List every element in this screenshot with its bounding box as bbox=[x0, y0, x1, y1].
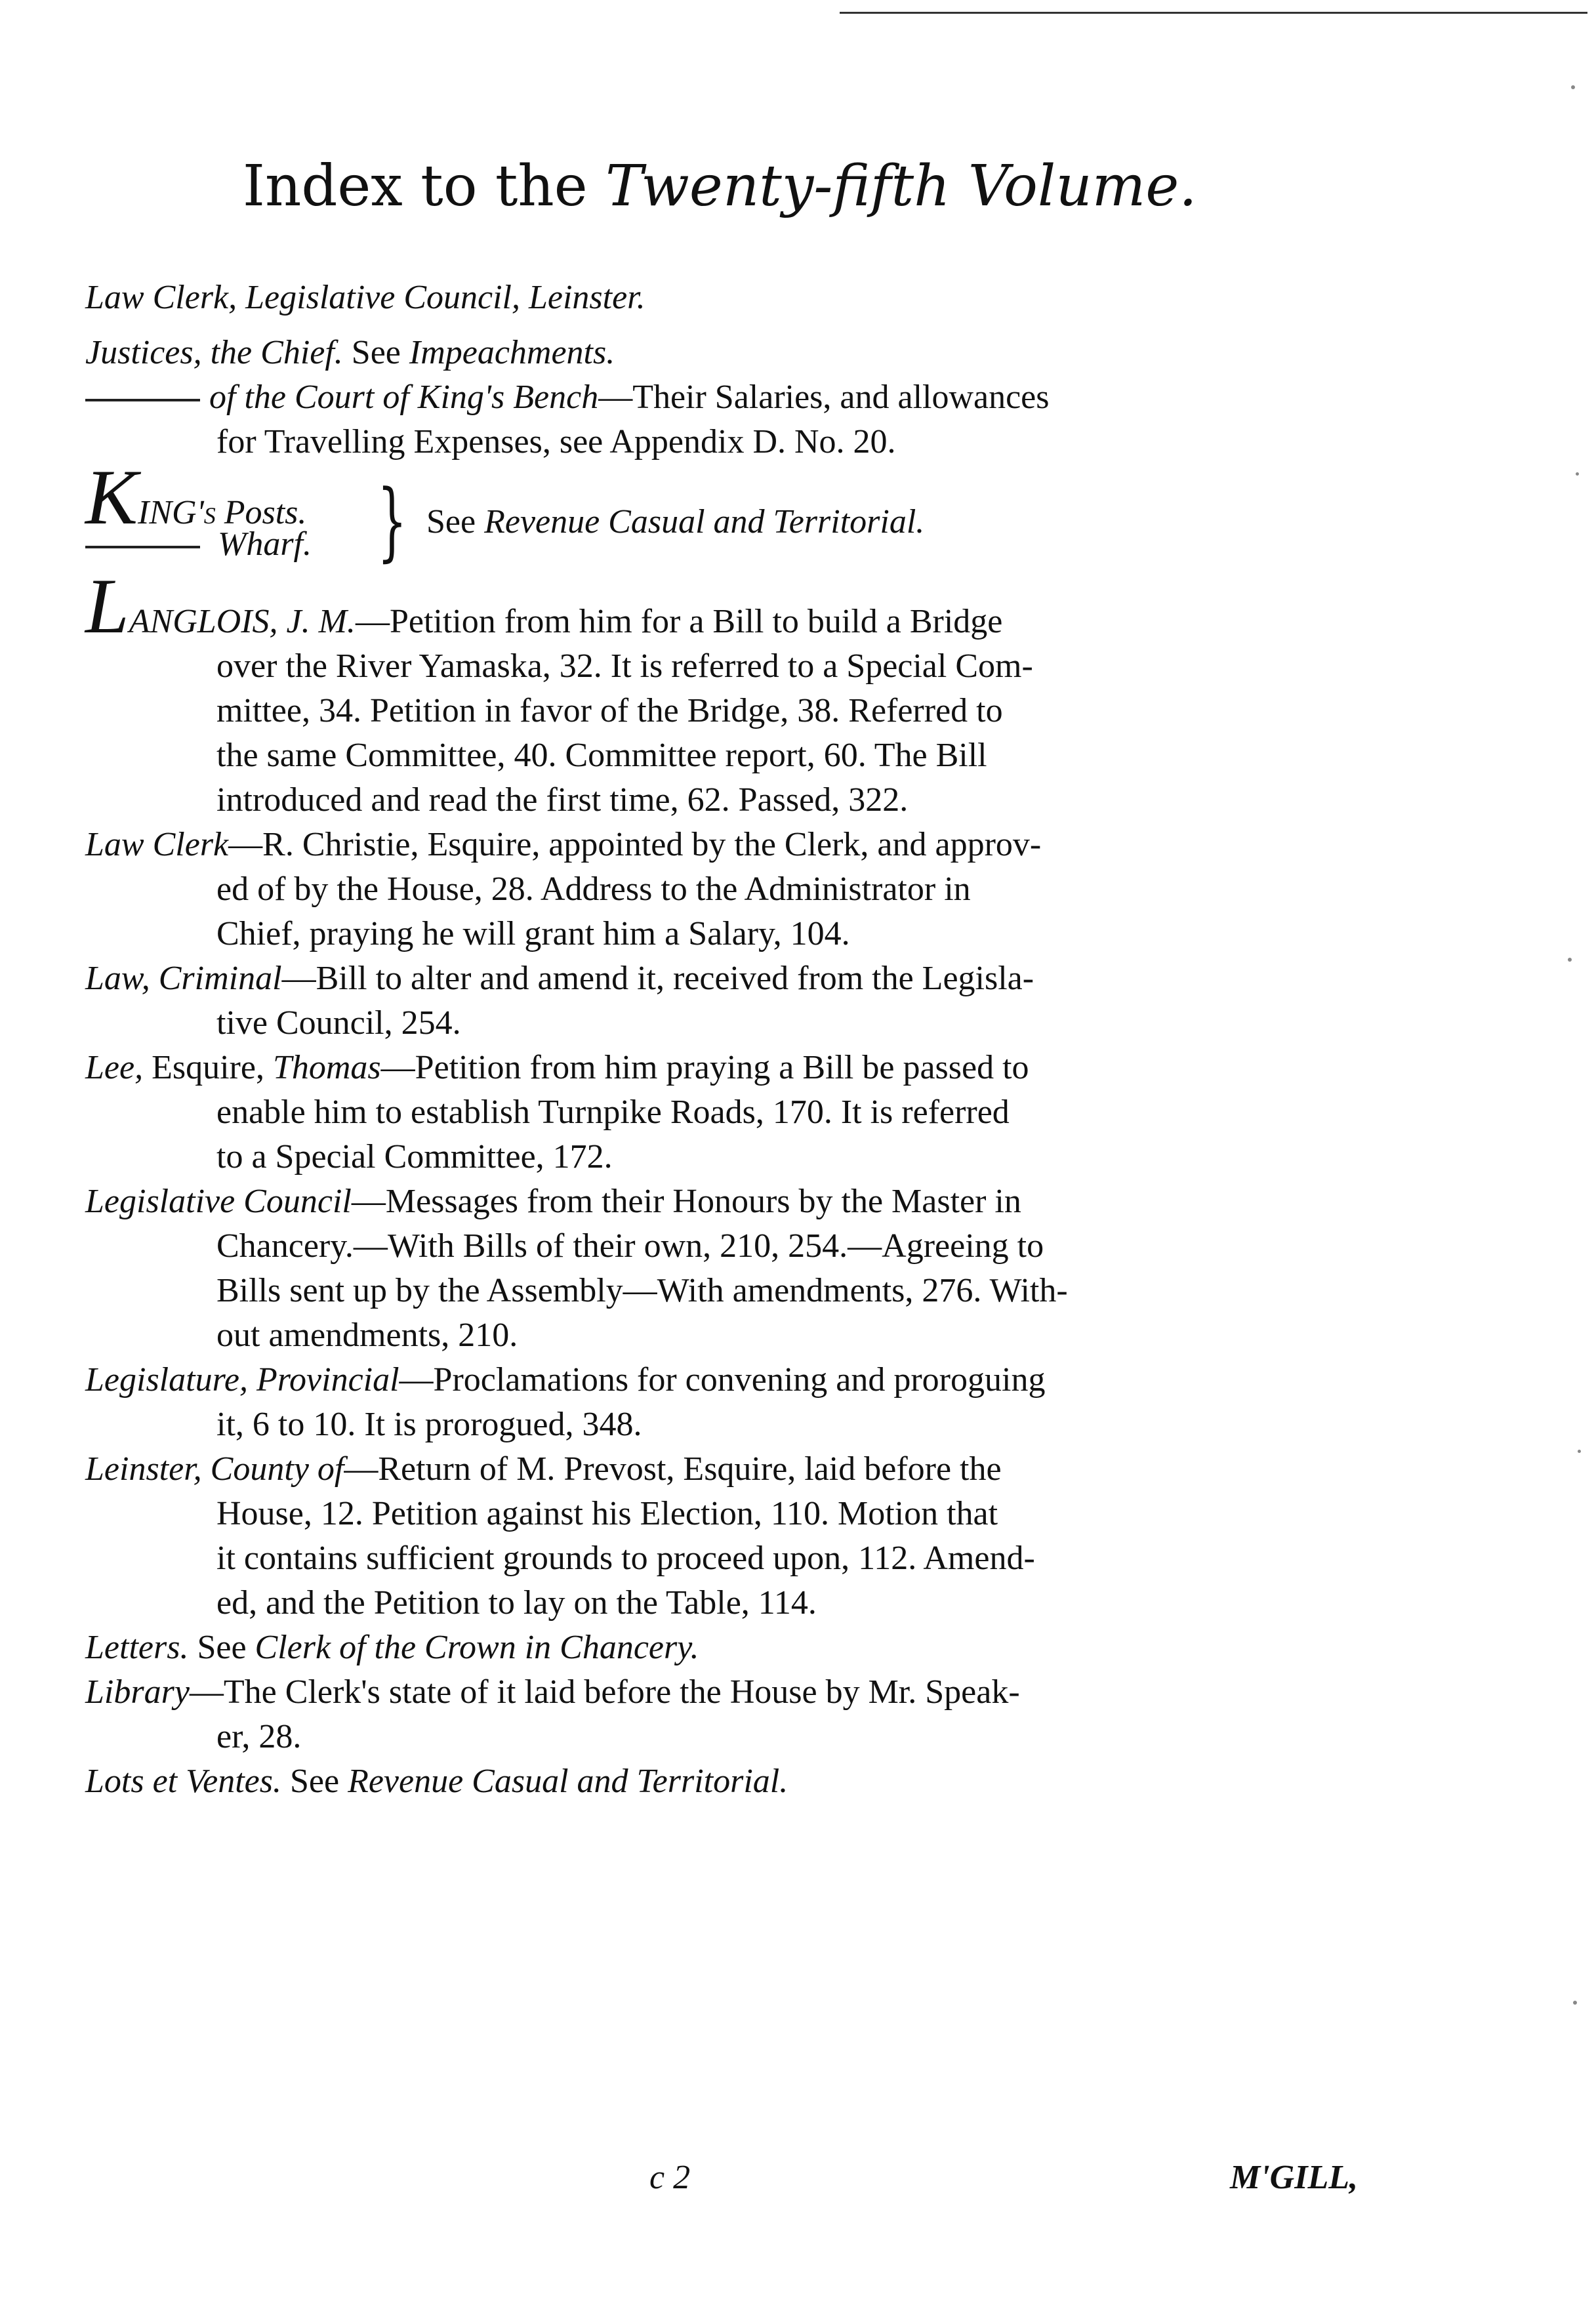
print-speck bbox=[1578, 1450, 1581, 1453]
entry-head: Lee, bbox=[85, 1049, 144, 1086]
catchword: M'GILL, bbox=[1230, 2159, 1358, 2196]
entry-legislature bbox=[85, 1358, 1358, 1447]
entry-see: See bbox=[426, 503, 476, 541]
entry-head: Law Clerk bbox=[85, 826, 229, 863]
title-script: Twenty-fifth Volume. bbox=[605, 153, 1197, 219]
drop-capital: L bbox=[85, 562, 129, 649]
entry-law-clerk-ref bbox=[85, 276, 1358, 320]
entry-head: Letters. bbox=[85, 1629, 189, 1666]
entry-head: Lots et Ventes. bbox=[85, 1763, 281, 1800]
entry-kings bbox=[85, 453, 1358, 573]
entry-head: Library bbox=[85, 1673, 190, 1711]
entry-text: out amendments, 210. bbox=[216, 1317, 518, 1354]
entry-see: See bbox=[289, 1763, 340, 1800]
entry-sub: Posts. bbox=[224, 494, 307, 531]
entry-leinster bbox=[85, 1447, 1358, 1625]
entry-text: er, 28. bbox=[216, 1718, 302, 1755]
drop-capital: K bbox=[85, 453, 138, 541]
entry-law-criminal bbox=[85, 956, 1358, 1046]
entry-langlois bbox=[85, 562, 1358, 823]
entry-text: —Petition from him praying a Bill be passed to bbox=[380, 1049, 1029, 1086]
entry-lots-et-ventes bbox=[85, 1759, 1358, 1804]
entry-see: See bbox=[351, 334, 401, 371]
entry-text: ed of by the House, 28. Address to the Administrator in bbox=[216, 870, 971, 908]
entry-text: House, 12. Petition against his Election, 110. Motion that bbox=[216, 1495, 998, 1532]
print-speck bbox=[1571, 85, 1575, 89]
entry-text: Bills sent up by the Assembly—With amendments, 276. With- bbox=[216, 1272, 1068, 1309]
entry-text: —Return of M. Prevost, Esquire, laid before the bbox=[344, 1450, 1002, 1488]
entry-text: the same Committee, 40. Committee report, 60. The Bill bbox=[216, 737, 987, 774]
entry-ref: Revenue Casual and Territorial. bbox=[484, 503, 925, 541]
title-plain: Index to the bbox=[243, 153, 588, 219]
entry-text: —Their Salaries, and allowances bbox=[598, 378, 1050, 416]
entry-head: Legislature, Provincial bbox=[85, 1361, 399, 1399]
entry-head: Thomas bbox=[272, 1049, 381, 1086]
page-footer bbox=[85, 2158, 1358, 2211]
entry-text: over the River Yamaska, 32. It is referred to a Special Com- bbox=[216, 647, 1033, 685]
entry-head: Law, Criminal bbox=[85, 960, 282, 997]
signature-mark: c 2 bbox=[649, 2159, 691, 2196]
top-rule bbox=[840, 12, 1587, 14]
entry-text: —R. Christie, Esquire, appointed by the Clerk, and approv- bbox=[228, 826, 1042, 863]
entry-text: Chancery.—With Bills of their own, 210, 254.—Agreeing to bbox=[216, 1227, 1044, 1265]
entry-text: enable him to establish Turnpike Roads, 170. It is referred bbox=[216, 1093, 1010, 1131]
entry-sub: Wharf. bbox=[218, 525, 312, 563]
entry-text: —Petition from him for a Bill to build a Bridge bbox=[355, 603, 1003, 640]
print-speck bbox=[1576, 472, 1579, 476]
entry-legislative-council bbox=[85, 1179, 1358, 1358]
entry-text: it, 6 to 10. It is prorogued, 348. bbox=[216, 1406, 642, 1443]
entry-library bbox=[85, 1670, 1358, 1759]
index-entries bbox=[85, 276, 1358, 1804]
entry-lee bbox=[85, 1046, 1358, 1179]
entry-ref: Clerk of the Crown in Chancery. bbox=[255, 1629, 699, 1666]
entry-head: of the Court of King's Bench bbox=[209, 378, 599, 416]
entry-text: —Proclamations for convening and proroguing bbox=[399, 1361, 1046, 1399]
entry-text: —The Clerk's state of it laid before the House by Mr. Speak- bbox=[189, 1673, 1020, 1711]
entry-head: Justices, the Chief. bbox=[85, 334, 343, 371]
entry-text: to a Special Committee, 172. bbox=[216, 1138, 613, 1175]
entry-text: ed, and the Petition to lay on the Table, 114. bbox=[216, 1584, 817, 1622]
entry-text: —Bill to alter and amend it, received from the Legisla- bbox=[281, 960, 1034, 997]
entry-law-clerk bbox=[85, 823, 1358, 956]
entry-text: it contains sufficient grounds to proceed upon, 112. Amend- bbox=[216, 1540, 1035, 1577]
curly-brace-icon: } bbox=[377, 471, 407, 571]
entry-justices bbox=[85, 331, 1358, 464]
entry-text: tive Council, 254. bbox=[216, 1004, 461, 1042]
entry-text: for Travelling Expenses, see Appendix D. No. 20. bbox=[216, 423, 896, 460]
print-speck bbox=[1568, 958, 1572, 962]
entry-head: Leinster, County of bbox=[85, 1450, 344, 1488]
ditto-dash bbox=[85, 546, 200, 548]
entry-head: ING's bbox=[138, 494, 216, 531]
page-title bbox=[243, 154, 1358, 219]
print-speck bbox=[1573, 2001, 1577, 2005]
entry-text: Law Clerk, Legislative Council, Leinster. bbox=[85, 279, 645, 316]
entry-text: Esquire, bbox=[152, 1049, 264, 1086]
entry-letters bbox=[85, 1625, 1358, 1670]
ditto-dash bbox=[85, 399, 200, 401]
entry-text: mittee, 34. Petition in favor of the Bridge, 38. Referred to bbox=[216, 692, 1003, 729]
entry-see: See bbox=[197, 1629, 247, 1666]
entry-ref: Revenue Casual and Territorial. bbox=[348, 1763, 788, 1800]
entry-text: —Messages from their Honours by the Master in bbox=[351, 1183, 1021, 1220]
entry-text: Chief, praying he will grant him a Salary, 104. bbox=[216, 915, 850, 952]
entry-ref: Impeachments. bbox=[409, 334, 615, 371]
entry-head: Legislative Council bbox=[85, 1183, 352, 1220]
entry-text: introduced and read the first time, 62. Passed, 322. bbox=[216, 781, 909, 819]
entry-head: ANGLOIS, J. M. bbox=[129, 603, 356, 640]
